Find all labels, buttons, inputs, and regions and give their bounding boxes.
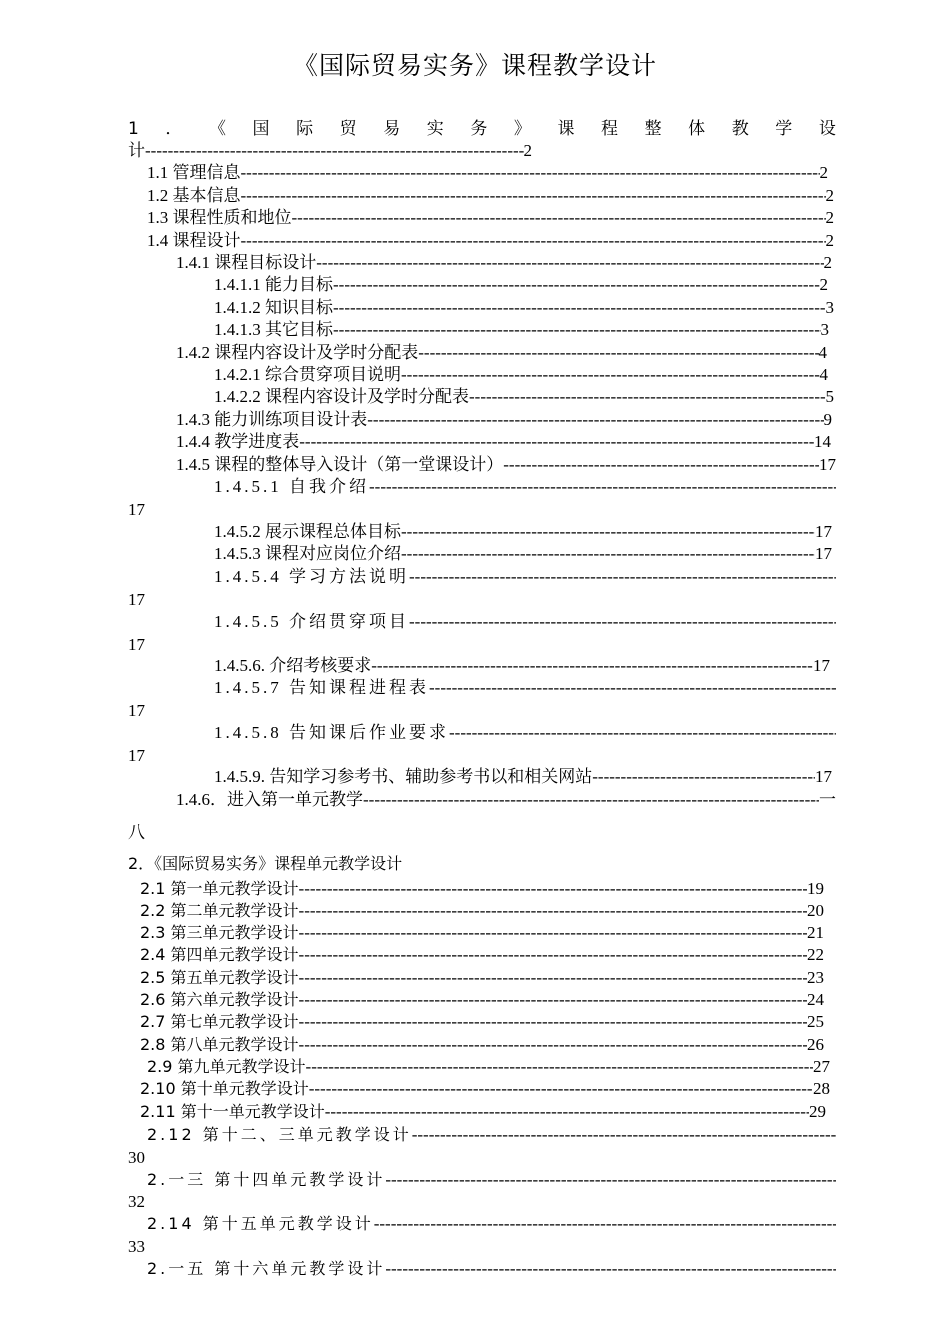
leader-dots bbox=[299, 431, 814, 453]
toc-label: 1.4 课程设计 bbox=[147, 231, 241, 250]
toc-entry[interactable] bbox=[214, 543, 832, 565]
toc-unit-entry[interactable] bbox=[147, 1213, 836, 1235]
toc-label: 1.4.2 课程内容设计及学时分配表 bbox=[176, 343, 419, 362]
toc-h1-char: 程 bbox=[601, 119, 619, 139]
leader-dots bbox=[333, 319, 821, 341]
toc-unit-label: 2.5 第五单元教学设计 bbox=[140, 968, 299, 987]
leader-dots bbox=[299, 1011, 807, 1033]
toc-unit-label: 2.6 第六单元教学设计 bbox=[140, 990, 299, 1009]
toc-label: 1.4.3 能力训练项目设计表 bbox=[176, 410, 368, 429]
page-number: 30 bbox=[128, 1148, 145, 1167]
toc-label: 1.4.5.8 告知课后作业要求 bbox=[214, 723, 449, 742]
toc-h1-char: 国 bbox=[252, 119, 270, 139]
toc-entry[interactable] bbox=[147, 230, 834, 252]
toc-unit-entry[interactable] bbox=[147, 1169, 836, 1191]
leader-dots bbox=[367, 409, 823, 431]
leader-dots bbox=[374, 1213, 836, 1235]
toc-unit-label: 2.3 第三单元教学设计 bbox=[140, 923, 299, 942]
toc-label: 1.4.5.9. 告知学习参考书、辅助参考书以和相关网站 bbox=[214, 767, 593, 786]
toc-entry[interactable] bbox=[214, 476, 836, 498]
page-number-wrap: 八 bbox=[128, 823, 145, 843]
toc-h1-char: 整 bbox=[644, 119, 662, 139]
leader-dots bbox=[145, 140, 524, 162]
page-number: 20 bbox=[807, 901, 824, 920]
toc-label: 1.4.5.4 学习方法说明 bbox=[214, 567, 409, 586]
page-number: 3 bbox=[825, 298, 834, 317]
toc-label: 1.4.5.5 介绍贯穿项目 bbox=[214, 612, 409, 631]
toc-label: 1.4.2.1 综合贯穿项目说明 bbox=[214, 365, 401, 384]
page-number: 17 bbox=[128, 746, 145, 765]
page-number: 27 bbox=[813, 1057, 830, 1076]
page-number: 17 bbox=[815, 522, 832, 541]
toc-label: 1.1 管理信息 bbox=[147, 163, 241, 182]
leader-dots bbox=[401, 543, 815, 565]
toc-entry[interactable] bbox=[176, 342, 827, 364]
page-number: 23 bbox=[807, 968, 824, 987]
leader-dots bbox=[503, 454, 819, 476]
leader-dots bbox=[385, 1258, 836, 1280]
toc-label: 1.4.5.1 自我介绍 bbox=[214, 477, 369, 496]
toc-unit-entry[interactable] bbox=[140, 922, 824, 944]
leader-dots bbox=[306, 1056, 813, 1078]
page-number: 17 bbox=[813, 656, 830, 675]
toc-label: 1.4.6．进入第一单元教学 bbox=[176, 790, 363, 809]
page-number: 4 bbox=[819, 365, 828, 384]
toc-unit-entry[interactable] bbox=[140, 989, 824, 1011]
leader-dots bbox=[363, 789, 819, 811]
toc-h1-char: 实 bbox=[426, 119, 444, 139]
page-number: 22 bbox=[807, 945, 824, 964]
page-number: 2 bbox=[825, 208, 834, 227]
page-number: 21 bbox=[807, 923, 824, 942]
leader-dots bbox=[469, 386, 826, 408]
toc-h1-wrap-text: 计 bbox=[128, 141, 145, 161]
toc-label: 1.4.5.2 展示课程总体目标 bbox=[214, 522, 401, 541]
page-number: 一 bbox=[819, 790, 836, 810]
toc-entry[interactable] bbox=[214, 521, 832, 543]
leader-dots bbox=[333, 274, 820, 296]
document-title: 《国际贸易实务》课程教学设计 bbox=[292, 51, 657, 80]
toc-entry[interactable] bbox=[214, 364, 828, 386]
leader-dots bbox=[241, 162, 820, 184]
leader-dots bbox=[371, 655, 813, 677]
page-number: 29 bbox=[809, 1102, 826, 1121]
leader-dots bbox=[299, 1034, 807, 1056]
page-number: 2 bbox=[523, 141, 532, 160]
toc-unit-label: 2.10 第十单元教学设计 bbox=[140, 1079, 309, 1098]
page-number: 24 bbox=[807, 990, 824, 1009]
toc-entry[interactable] bbox=[214, 655, 830, 677]
toc-unit-entry[interactable] bbox=[140, 900, 824, 922]
leader-dots bbox=[418, 342, 818, 364]
page-number: 17 bbox=[815, 767, 832, 786]
toc-entry[interactable] bbox=[214, 766, 832, 788]
toc-entry[interactable] bbox=[214, 319, 829, 341]
toc-unit-label: 2.12 第十二、三单元教学设计 bbox=[147, 1125, 412, 1144]
page-number: 2 bbox=[825, 186, 834, 205]
leader-dots bbox=[299, 989, 807, 1011]
leader-dots bbox=[592, 766, 815, 788]
toc-label: 1.4.1 课程目标设计 bbox=[176, 253, 317, 272]
toc-unit-entry[interactable] bbox=[147, 1124, 836, 1146]
leader-dots bbox=[409, 566, 836, 588]
leader-dots bbox=[299, 878, 807, 900]
toc-unit-label: 2.11 第十一单元教学设计 bbox=[140, 1102, 325, 1121]
toc-h1-char: 课 bbox=[557, 119, 575, 139]
toc-entry[interactable] bbox=[214, 297, 834, 319]
toc-unit-entry[interactable] bbox=[140, 944, 824, 966]
toc-h1-char: 体 bbox=[688, 119, 706, 139]
leader-dots bbox=[429, 677, 836, 699]
toc-unit-entry[interactable] bbox=[140, 1034, 824, 1056]
leader-dots bbox=[401, 364, 820, 386]
page-number: 17 bbox=[128, 635, 145, 654]
leader-dots bbox=[299, 922, 807, 944]
leader-dots bbox=[241, 230, 826, 252]
toc-label: 1.4.5 课程的整体导入设计（第一堂课设计） bbox=[176, 455, 504, 474]
leader-dots bbox=[241, 185, 826, 207]
page-number: 4 bbox=[818, 343, 827, 362]
leader-dots bbox=[333, 297, 826, 319]
page-number: 17 bbox=[128, 590, 145, 609]
leader-dots bbox=[309, 1078, 813, 1100]
toc-entry[interactable] bbox=[176, 431, 831, 453]
toc-h1-char: 学 bbox=[775, 119, 793, 139]
page-number: 3 bbox=[820, 320, 829, 339]
leader-dots bbox=[385, 1169, 836, 1191]
toc-unit-label: 2.7 第七单元教学设计 bbox=[140, 1012, 299, 1031]
toc-entry[interactable] bbox=[147, 207, 834, 229]
toc-entry[interactable] bbox=[214, 611, 836, 633]
toc-label: 1.4.4 教学进度表 bbox=[176, 432, 300, 451]
toc-entry[interactable] bbox=[176, 252, 832, 274]
page-number: 28 bbox=[813, 1079, 830, 1098]
leader-dots bbox=[449, 722, 836, 744]
toc-unit-label: 2.8 第八单元教学设计 bbox=[140, 1035, 299, 1054]
toc-entry[interactable] bbox=[147, 185, 834, 207]
page-number: 14 bbox=[814, 432, 831, 451]
toc-h1-char: 教 bbox=[731, 119, 749, 139]
toc-entry[interactable] bbox=[176, 789, 836, 811]
leader-dots bbox=[325, 1101, 809, 1123]
page-number: 17 bbox=[128, 500, 145, 519]
page-number: 2 bbox=[823, 253, 832, 272]
leader-dots bbox=[369, 476, 836, 498]
leader-dots bbox=[299, 967, 807, 989]
toc-entry[interactable] bbox=[214, 677, 836, 699]
toc-unit-entry[interactable] bbox=[147, 1056, 830, 1078]
toc-entry[interactable] bbox=[176, 409, 832, 431]
toc-label: 1.2 基本信息 bbox=[147, 186, 241, 205]
leader-dots bbox=[292, 207, 826, 229]
toc-h1-char: 易 bbox=[383, 119, 401, 139]
leader-dots bbox=[316, 252, 823, 274]
toc-unit-label: 2.1 第一单元教学设计 bbox=[140, 879, 299, 898]
toc-entry[interactable] bbox=[176, 454, 836, 476]
toc-unit-label: 2.14 第十五单元教学设计 bbox=[147, 1214, 374, 1233]
toc-unit-label: 2.4 第四单元教学设计 bbox=[140, 945, 299, 964]
toc-entry[interactable] bbox=[214, 566, 836, 588]
toc-entry[interactable] bbox=[214, 722, 836, 744]
toc-h1-wrap[interactable] bbox=[128, 140, 532, 162]
toc-h1-char: 务 bbox=[470, 119, 488, 139]
page-number: 25 bbox=[807, 1012, 824, 1031]
toc-label: 1.4.1.2 知识目标 bbox=[214, 298, 333, 317]
page-number: 5 bbox=[825, 387, 834, 406]
toc-label: 1.3 课程性质和地位 bbox=[147, 208, 292, 227]
page-number: 2 bbox=[819, 163, 828, 182]
toc-unit-label: 2.9 第九单元教学设计 bbox=[147, 1057, 306, 1076]
toc-label: 1.4.2.2 课程内容设计及学时分配表 bbox=[214, 387, 469, 406]
page-number: 17 bbox=[819, 455, 836, 474]
toc-entry[interactable] bbox=[147, 162, 828, 184]
toc-unit-entry[interactable] bbox=[140, 967, 824, 989]
toc-label: 1.4.5.7 告知课程进程表 bbox=[214, 678, 429, 697]
page-number: 17 bbox=[815, 544, 832, 563]
page-number: 26 bbox=[807, 1035, 824, 1054]
toc-h1-char: ． bbox=[165, 119, 183, 139]
toc-unit-entry[interactable] bbox=[140, 1011, 824, 1033]
leader-dots bbox=[401, 521, 815, 543]
leader-dots bbox=[299, 900, 807, 922]
page-number: 32 bbox=[128, 1192, 145, 1211]
toc-unit-entry[interactable] bbox=[140, 1101, 826, 1123]
section2-title[interactable]: 2．《国际贸易实务》课程单元教学设计 bbox=[128, 854, 403, 873]
page-number: 33 bbox=[128, 1237, 145, 1256]
page-number: 2 bbox=[819, 275, 828, 294]
page-number: 9 bbox=[823, 410, 832, 429]
toc-unit-label: 2.一五 第十六单元教学设计 bbox=[147, 1259, 386, 1278]
toc-h1-char: 际 bbox=[296, 119, 314, 139]
toc-label: 1.4.1.1 能力目标 bbox=[214, 275, 333, 294]
toc-h1-char: 》 bbox=[513, 119, 531, 139]
page-number: 2 bbox=[825, 231, 834, 250]
toc-h1-char: 设 bbox=[818, 119, 836, 139]
toc-unit-entry[interactable] bbox=[140, 878, 824, 900]
page-number: 19 bbox=[807, 879, 824, 898]
toc-unit-entry[interactable] bbox=[147, 1258, 836, 1280]
leader-dots bbox=[409, 611, 836, 633]
toc-unit-label: 2.一三 第十四单元教学设计 bbox=[147, 1170, 386, 1189]
toc-h1-char: 贸 bbox=[339, 119, 357, 139]
toc-label: 1.4.1.3 其它目标 bbox=[214, 320, 333, 339]
page-number: 17 bbox=[128, 701, 145, 720]
toc-h1-char: 1 bbox=[128, 119, 139, 139]
toc-h1-line[interactable] bbox=[128, 118, 836, 140]
leader-dots bbox=[299, 944, 807, 966]
toc-entry[interactable] bbox=[214, 274, 828, 296]
toc-entry[interactable] bbox=[214, 386, 834, 408]
leader-dots bbox=[412, 1124, 836, 1146]
toc-unit-entry[interactable] bbox=[140, 1078, 830, 1100]
toc-label: 1.4.5.6. 介绍考核要求 bbox=[214, 656, 372, 675]
toc-unit-label: 2.2 第二单元教学设计 bbox=[140, 901, 299, 920]
toc-label: 1.4.5.3 课程对应岗位介绍 bbox=[214, 544, 401, 563]
toc-h1-char: 《 bbox=[208, 119, 226, 139]
